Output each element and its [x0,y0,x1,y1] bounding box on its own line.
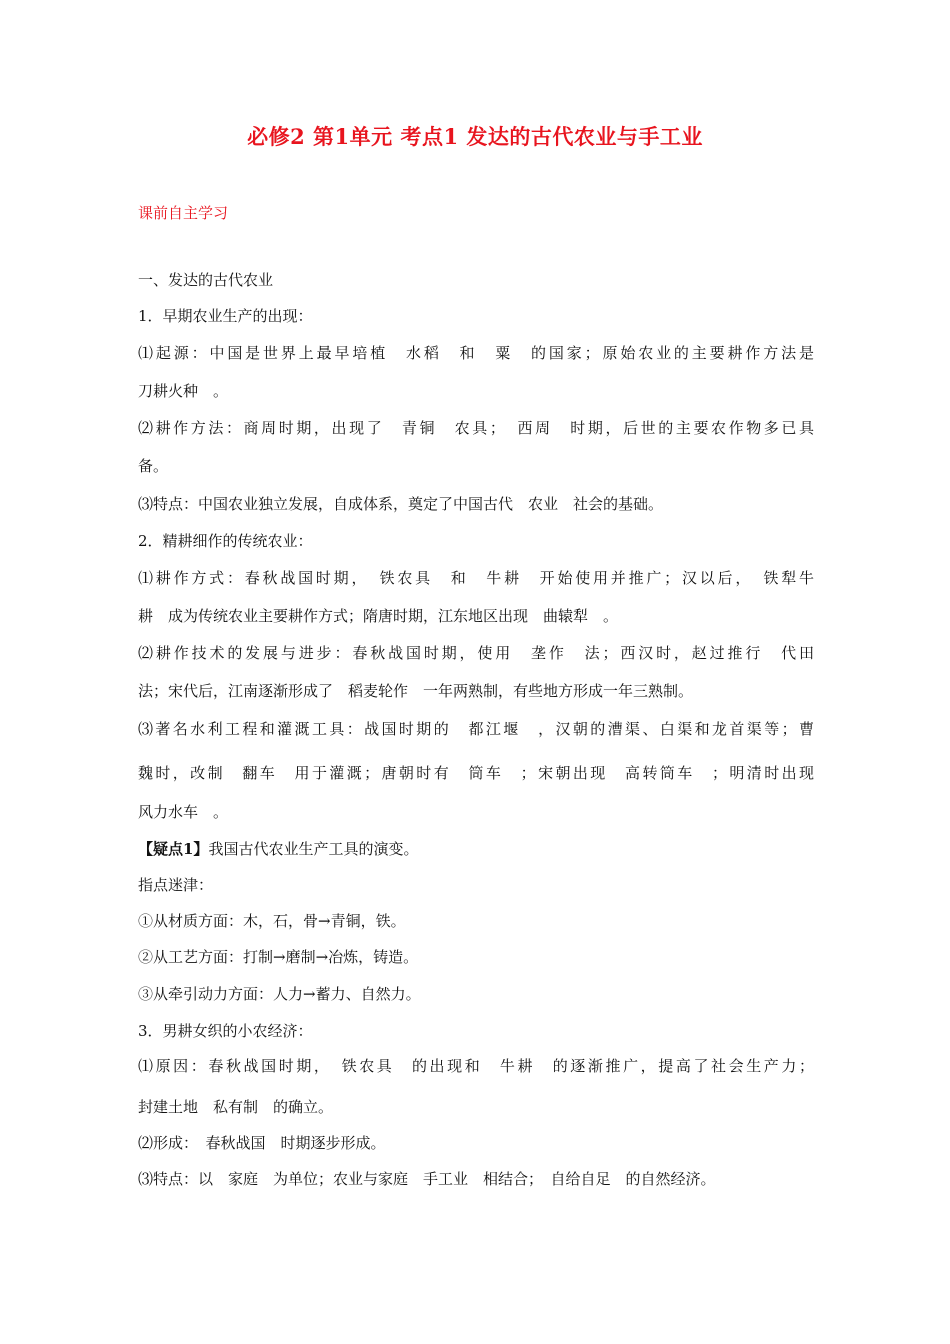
list-item: ②从工艺方面：打制→磨制→冶炼，铸造。 [138,948,419,966]
paragraph-line: ⑴耕作方式：春秋战国时期， 铁农具 和 牛耕 开始使用并推广；汉以后， 铁犁牛 [138,569,814,587]
paragraph-line: ⑶特点：中国农业独立发展，自成体系，奠定了中国古代 农业 社会的基础。 [138,495,664,513]
paragraph-line: ⑴起源：中国是世界上最早培植 水稻 和 粟 的国家；原始农业的主要耕作方法是 [138,344,814,362]
list-item: ③从牵引动力方面：人力→蓄力、自然力。 [138,985,421,1003]
paragraph-line: ⑵耕作方法：商周时期，出现了 青铜 农具； 西周 时期，后世的主要农作物多已具 [138,419,814,437]
paragraph-line: ⑴原因：春秋战国时期， 铁农具 的出现和 牛耕 的逐渐推广，提高了社会生产力； [138,1057,814,1075]
section-heading: 课前自主学习 [138,204,229,222]
paragraph-line: 魏时，改制 翻车 用于灌溉；唐朝时有 筒车 ；宋朝出现 高转筒车 ；明清时出现 [138,764,814,782]
heading-ancient-agriculture: 一、发达的古代农业 [138,271,274,289]
doubt-point-label: 【疑点1】 [138,840,209,858]
subheading-small-peasant-economy: 3．男耕女织的小农经济： [138,1022,313,1040]
paragraph-line: ⑵耕作技术的发展与进步：春秋战国时期，使用 垄作 法；西汉时，赵过推行 代田 [138,644,814,662]
guidance-label: 指点迷津： [138,876,214,894]
list-item: ①从材质方面：木，石，骨→青铜，铁。 [138,912,406,930]
paragraph-line: ⑶特点：以 家庭 为单位；农业与家庭 手工业 相结合； 自给自足 的自然经济。 [138,1170,716,1188]
paragraph-line: 备。 [138,457,169,475]
paragraph-line: ⑶著名水利工程和灌溉工具：战国时期的 都江堰 ，汉朝的漕渠、白渠和龙首渠等；曹 [138,720,814,738]
paragraph-line: 刀耕火种 。 [138,382,229,400]
paragraph-line: 耕 成为传统农业主要耕作方式；隋唐时期，江东地区出现 曲辕犁 。 [138,607,619,625]
subheading-intensive-farming: 2．精耕细作的传统农业： [138,532,313,550]
document-title: 必修2 第1单元 考点1 发达的古代农业与手工业 [247,124,703,149]
subheading-early-agriculture: 1．早期农业生产的出现： [138,307,313,325]
paragraph-line: 风力水车 。 [138,803,229,821]
doubt-point-1: 【疑点1】我国古代农业生产工具的演变。 [138,840,419,858]
paragraph-line: ⑵形成： 春秋战国 时期逐步形成。 [138,1134,386,1152]
paragraph-line: 法；宋代后，江南逐渐形成了 稻麦轮作 一年两熟制，有些地方形成一年三熟制。 [138,682,694,700]
paragraph-line: 封建土地 私有制 的确立。 [138,1098,334,1116]
